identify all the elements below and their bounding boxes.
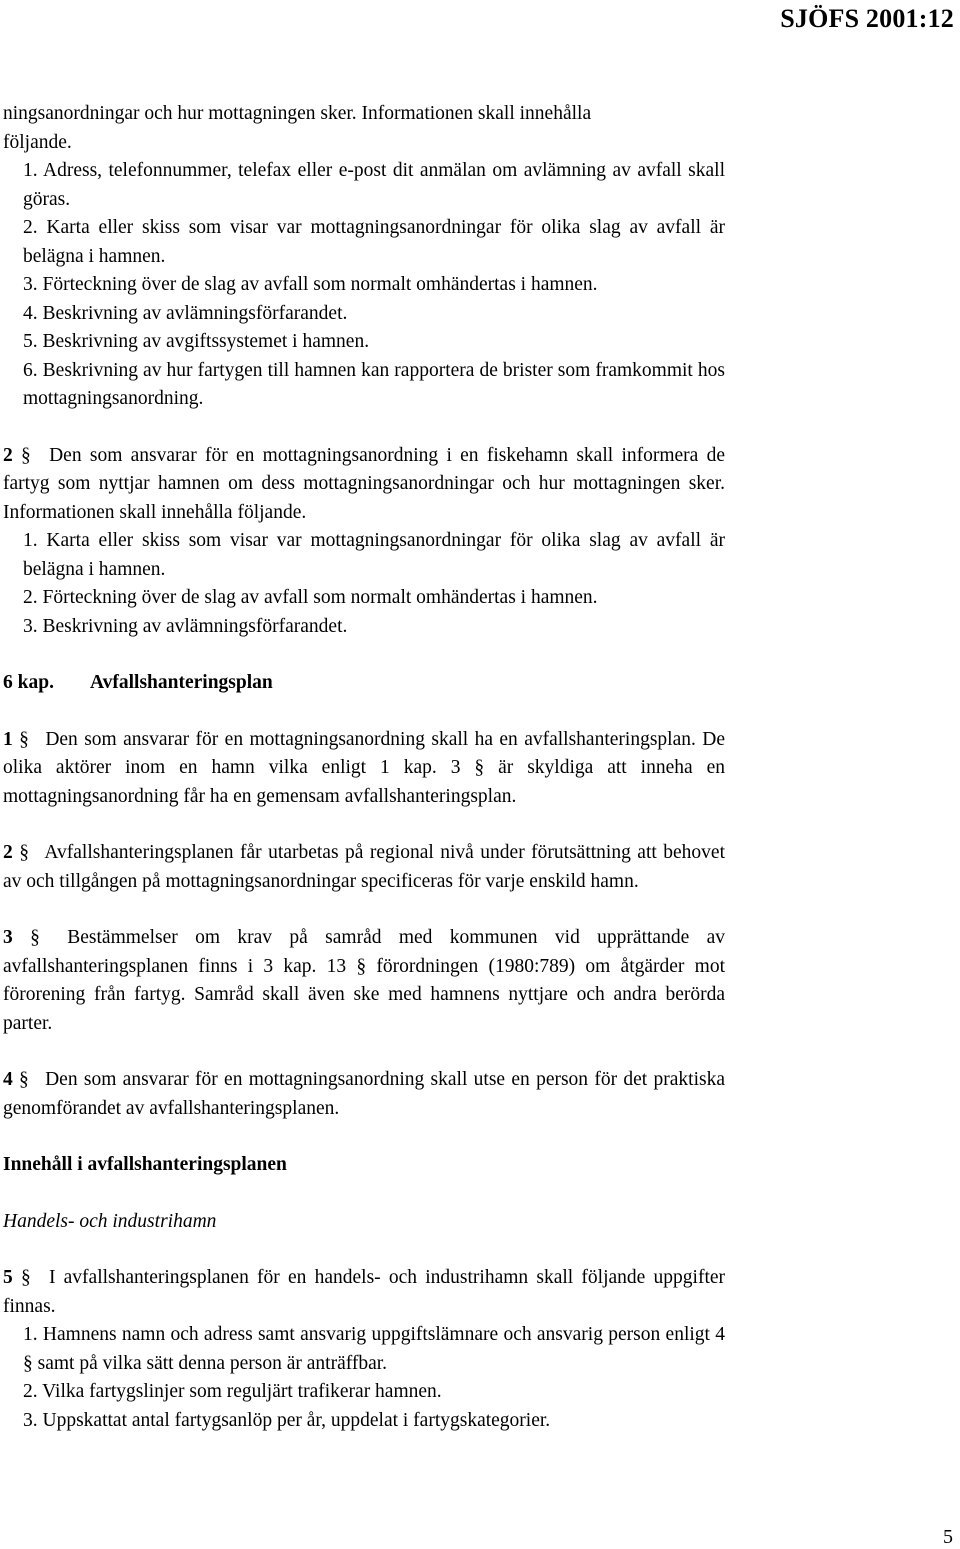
list-item: 6. Beskrivning av hur fartygen till hamnen kan rapportera de brister som framkommit hos mottagningsanordning.: [23, 359, 725, 409]
chapter-number: 6 kap.: [3, 672, 54, 693]
section-number: 4: [3, 1069, 13, 1090]
subheading: Handels- och industrihamn: [3, 1210, 217, 1232]
section-number: 1: [3, 728, 13, 750]
paragraph-sign: §: [21, 444, 31, 466]
chapter-heading: [3, 669, 725, 698]
chapter-6-section-1: [3, 726, 725, 812]
section-number: 2: [3, 842, 13, 863]
document-code: SJÖFS 2001:12: [780, 4, 954, 33]
list-item: 2. Vilka fartygslinjer som reguljärt trafikerar hamnen.: [23, 1381, 442, 1402]
list-item: 2. Karta eller skiss som visar var mottagningsanordningar för olika slag av avfall är belägna i hamnen.: [23, 217, 725, 267]
list-item: 3. Uppskattat antal fartygsanlöp per år, uppdelat i fartygskategorier.: [23, 1409, 551, 1431]
list-item: 3. Förteckning över de slag av avfall som normalt omhändertas i hamnen.: [23, 274, 598, 295]
section-text: Avfallshanteringsplanen får utarbetas på regional nivå under förutsättning att behovet av och tillgången på mottagningsanordningar specificeras för varje enskild hamn.: [3, 842, 725, 892]
paragraph-sign: §: [19, 728, 29, 750]
list-item: 3. Beskrivning av avlämningsförfarandet.: [23, 615, 348, 637]
chapter-title: Avfallshanteringsplan: [90, 672, 273, 693]
section-number: 5: [3, 1267, 13, 1288]
section-text: Den som ansvarar för en mottagningsanordning i en fiskehamn skall informera de fartyg som nyttjar hamnen om dess mottagningsanordningar och hur mottagningen sker. Informationen skall innehålla följande.: [3, 444, 726, 523]
section-number: 3: [3, 927, 13, 948]
section-text: Den som ansvarar för en mottagningsanordning skall utse en person för det praktiska genomförandet av avfallshanteringsplanen.: [3, 1069, 725, 1119]
chapter-6-section-2: [3, 839, 725, 896]
section-5: [3, 1264, 725, 1321]
document-body: [3, 100, 725, 1435]
list-item: 1. Hamnens namn och adress samt ansvarig uppgiftslämnare och ansvarig person enligt 4 § samt på vilka sätt denna person är anträffbar.: [23, 1324, 725, 1374]
list-item: 5. Beskrivning av avgiftssystemet i hamnen.: [23, 331, 370, 352]
paragraph-sign: §: [30, 927, 40, 948]
list-item: 2. Förteckning över de slag av avfall som normalt omhändertas i hamnen.: [23, 587, 598, 608]
section-2: [3, 442, 725, 528]
page-number: 5: [943, 1526, 953, 1548]
list-item: 1. Adress, telefonnummer, telefax eller e-post dit anmälan om avlämning av avfall skall göras.: [23, 160, 725, 210]
section-heading: Innehåll i avfallshanteringsplanen: [3, 1154, 287, 1175]
list-item: 4. Beskrivning av avlämningsförfarandet.: [23, 302, 348, 324]
section-number: 2: [3, 444, 13, 466]
chapter-6-section-3: [3, 924, 725, 1038]
section-text: Bestämmelser om krav på samråd med kommunen vid upprättande av avfallshanteringsplanen finns i 3 kap. 13 § förordningen (1980:789) om åtgärder mot förorening från fartyg. Samråd skall även ske med hamnens nyttjare och andra berörda parter.: [3, 927, 726, 1034]
intro-line: följande.: [3, 131, 72, 153]
paragraph-sign: §: [19, 842, 29, 863]
section-text: Den som ansvarar för en mottagningsanordning skall ha en avfallshanteringsplan. De olika aktörer inom en hamn vilka enligt 1 kap. 3 § är skyldiga att inneha en mottagningsanordning får ha en gemensam avfallshanteringsplan.: [3, 728, 725, 807]
paragraph-sign: §: [20, 1267, 31, 1288]
section-text: I avfallshanteringsplanen för en handels- och industrihamn skall följande uppgifter finnas.: [3, 1267, 726, 1317]
chapter-6-section-4: [3, 1066, 725, 1123]
list-item: 1. Karta eller skiss som visar var mottagningsanordningar för olika slag av avfall är belägna i hamnen.: [23, 530, 725, 580]
intro-line: ningsanordningar och hur mottagningen sker. Informationen skall innehålla: [3, 103, 592, 124]
paragraph-sign: §: [19, 1069, 29, 1090]
